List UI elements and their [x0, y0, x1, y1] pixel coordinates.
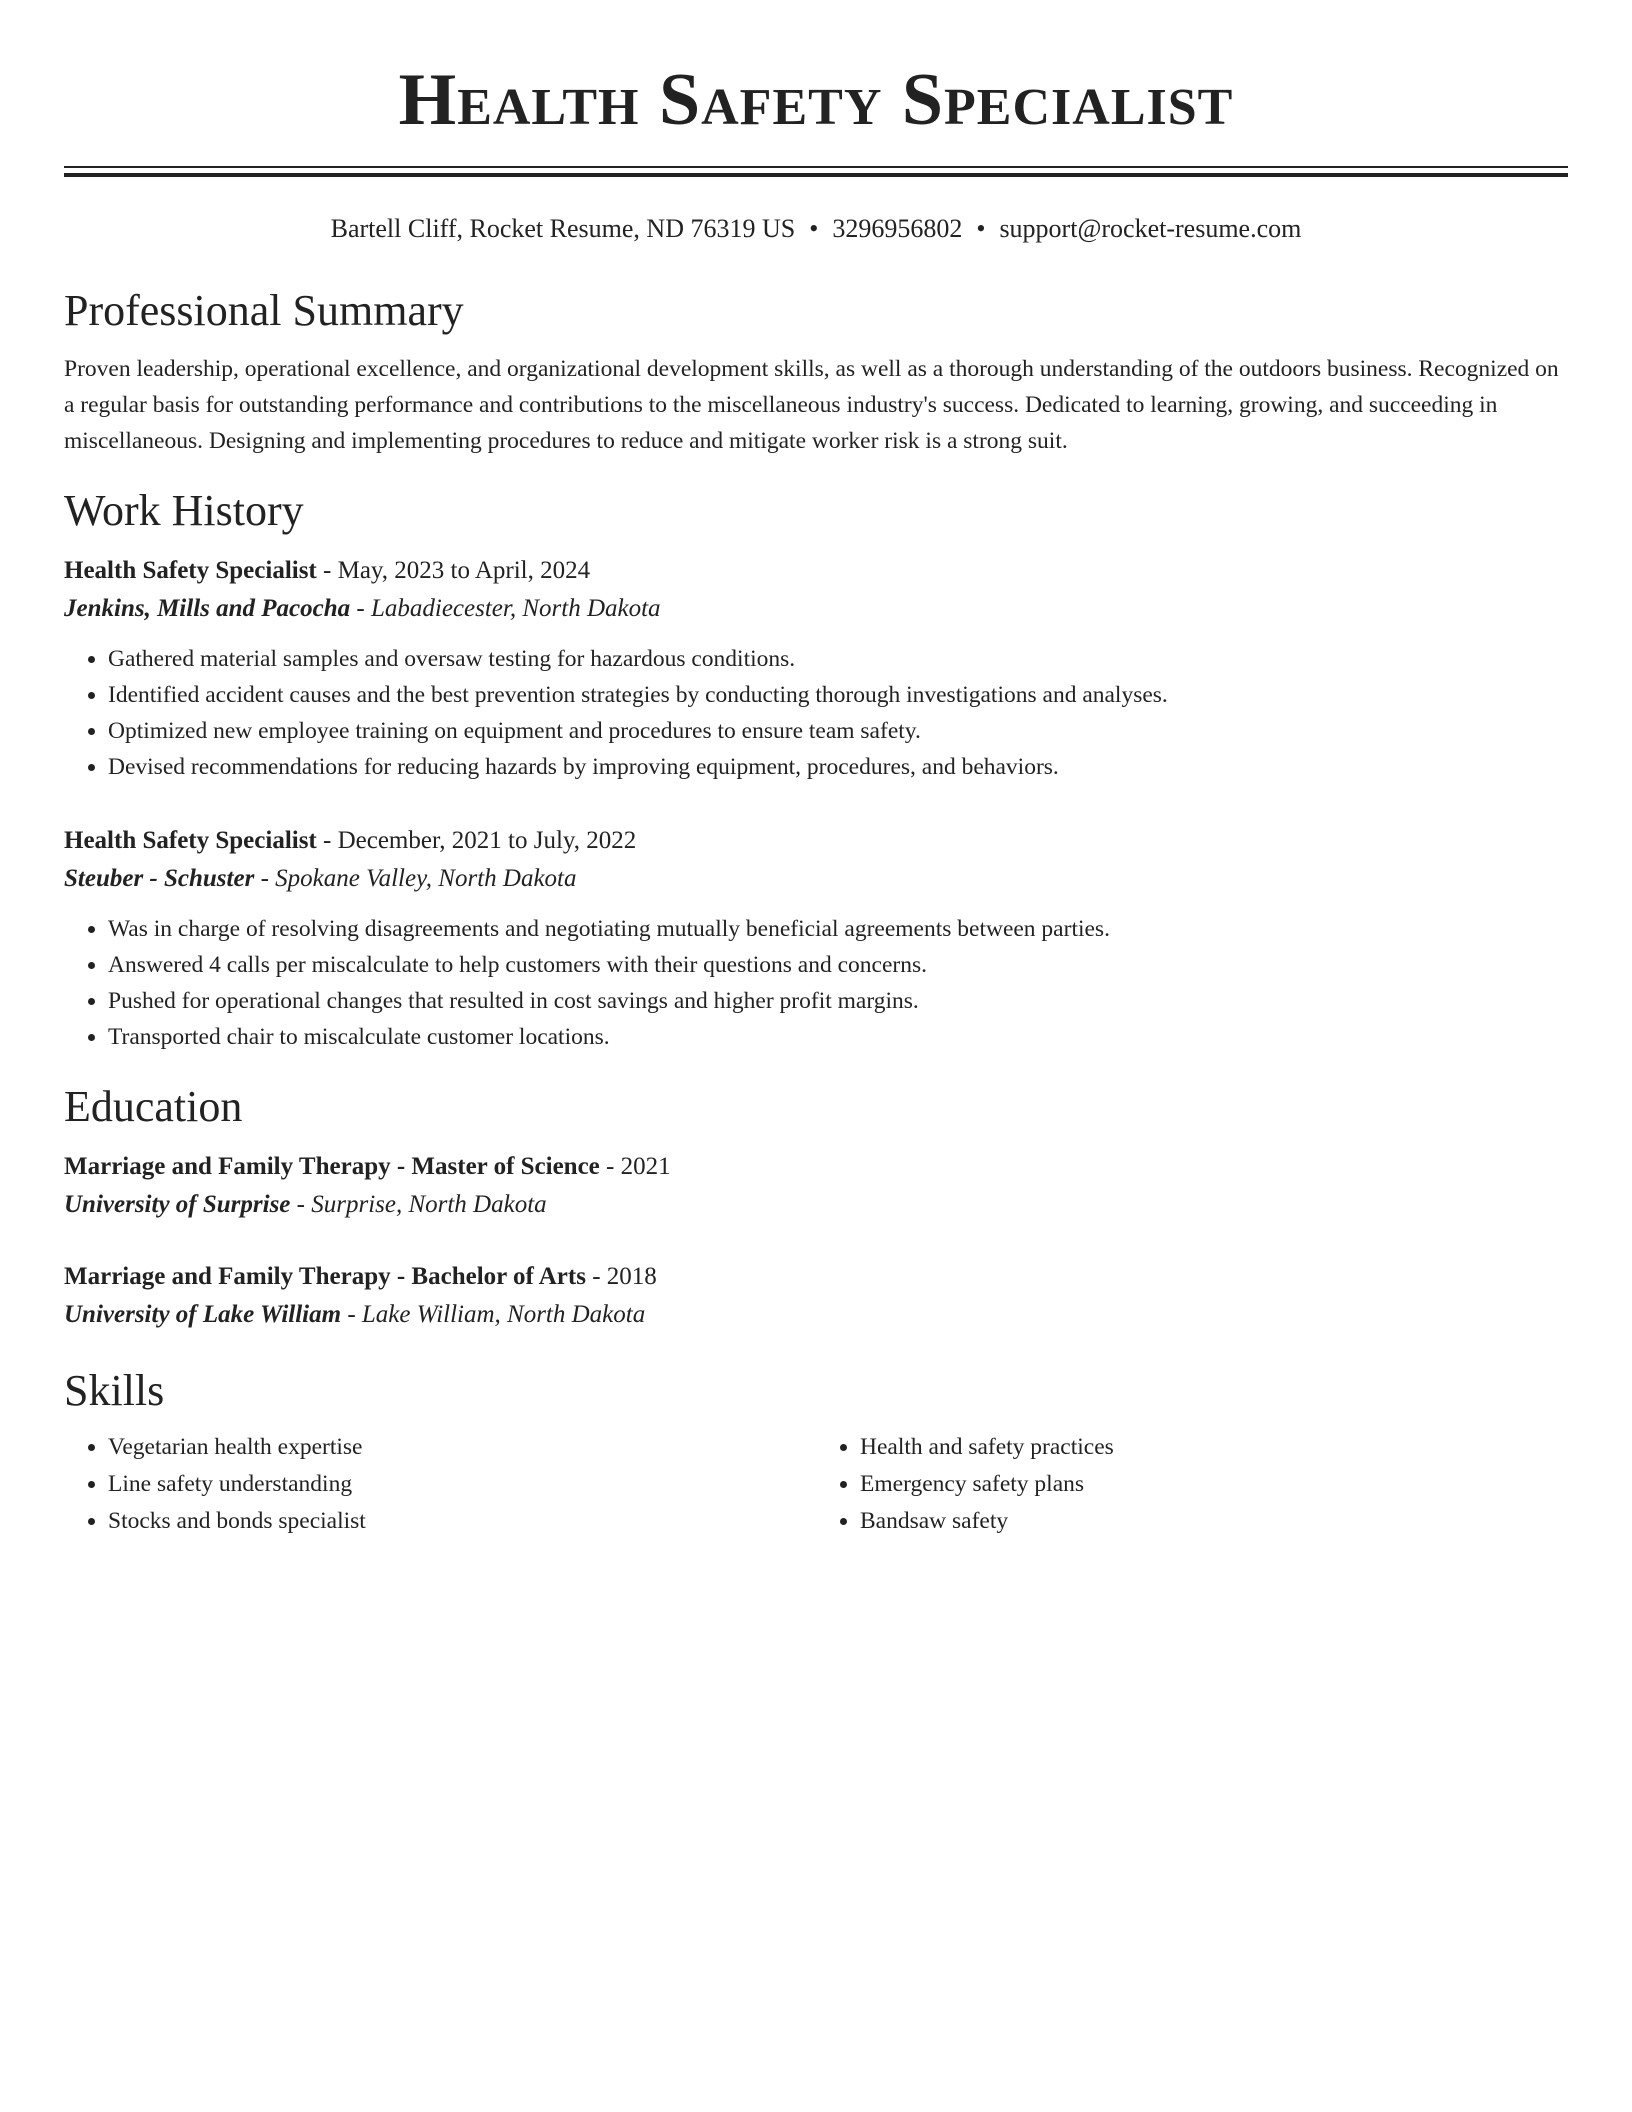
list-item: • Transported chair to miscalculate customer locations. [108, 1019, 1568, 1055]
list-item: • Devised recommendations for reducing hazards by improving equipment, procedures, and behaviors. [108, 749, 1568, 785]
job-location: - Spokane Valley, North Dakota [254, 865, 577, 892]
job-role: Health Safety Specialist [64, 827, 317, 854]
list-item: • Gathered material samples and oversaw testing for hazardous conditions. [108, 641, 1568, 677]
education-degree: Marriage and Family Therapy - Bachelor of Arts [64, 1263, 586, 1290]
job-header [64, 823, 1568, 859]
education-location: - Lake William, North Dakota [341, 1301, 646, 1328]
education-header [64, 1259, 1568, 1295]
section-heading-skills: Skills [64, 1366, 165, 1415]
summary-text: Proven leadership, operational excellence, and organizational development skills, as well as a thorough understanding of the outdoors business. Recognized on a regular basis for outstanding performance and contributions to the miscellaneous industry's success. Dedicated to learning, growing, and succeeding in miscellaneous. Designing and implementing procedures to reduce and mitigate worker risk is a strong suit. [64, 356, 1559, 454]
list-item: • Was in charge of resolving disagreements and negotiating mutually beneficial agreements between parties. [108, 911, 1568, 947]
education-header [64, 1149, 1568, 1185]
list-item: • Identified accident causes and the best prevention strategies by conducting thorough investigations and analyses. [108, 677, 1568, 713]
list-item: • Answered 4 calls per miscalculate to help customers with their questions and concerns. [108, 947, 1568, 983]
skills-grid [64, 1429, 1568, 1540]
education-school: University of Lake William [64, 1301, 342, 1328]
education-degree: Marriage and Family Therapy - Master of Science [64, 1153, 600, 1180]
job-company: Jenkins, Mills and Pacocha [64, 595, 351, 622]
skills-column-right [816, 1429, 1568, 1540]
section-heading-education: Education [64, 1082, 243, 1131]
job-header [64, 553, 1568, 589]
contact-phone: 3296956802 [832, 214, 963, 243]
list-item: • Emergency safety plans [860, 1466, 1568, 1503]
education-year: - 2021 [599, 1153, 671, 1180]
section-heading-work-history: Work History [64, 486, 304, 535]
contact-email: support@rocket-resume.com [999, 214, 1302, 243]
contact-address: Bartell Cliff, Rocket Resume, ND 76319 US [330, 214, 796, 243]
education-entry [64, 1259, 1568, 1335]
education-school: University of Surprise [64, 1191, 291, 1218]
list-item: • Line safety understanding [108, 1466, 816, 1503]
resume-title: Health Safety Specialist [398, 59, 1234, 141]
education-location: - Surprise, North Dakota [290, 1191, 547, 1218]
education-year: - 2018 [585, 1263, 657, 1290]
contact-separator: • [809, 214, 819, 243]
education-school-line [64, 1295, 1568, 1335]
list-item: • Vegetarian health expertise [108, 1429, 816, 1466]
title-divider-thin [64, 166, 1568, 168]
job-dates: - December, 2021 to July, 2022 [316, 827, 637, 854]
skills-column-left [64, 1429, 816, 1540]
title-divider-thick [64, 173, 1568, 177]
section-heading-summary: Professional Summary [64, 286, 464, 335]
job-company-line [64, 589, 1568, 629]
education-school-line [64, 1185, 1568, 1225]
list-item: • Health and safety practices [860, 1429, 1568, 1466]
job-bullets [64, 641, 1568, 785]
list-item: • Stocks and bonds specialist [108, 1503, 816, 1540]
job-company-line [64, 859, 1568, 899]
job-company: Steuber - Schuster [64, 865, 255, 892]
list-item: • Optimized new employee training on equipment and procedures to ensure team safety. [108, 713, 1568, 749]
job-bullets [64, 911, 1568, 1055]
job-dates: - May, 2023 to April, 2024 [316, 557, 591, 584]
list-item: • Pushed for operational changes that resulted in cost savings and higher profit margins. [108, 983, 1568, 1019]
education-entry [64, 1149, 1568, 1225]
job-role: Health Safety Specialist [64, 557, 317, 584]
contact-line [64, 213, 1568, 245]
list-item: • Bandsaw safety [860, 1503, 1568, 1540]
job-entry [64, 823, 1568, 1055]
contact-separator: • [976, 214, 986, 243]
job-location: - Labadiecester, North Dakota [350, 595, 661, 622]
job-entry [64, 553, 1568, 785]
